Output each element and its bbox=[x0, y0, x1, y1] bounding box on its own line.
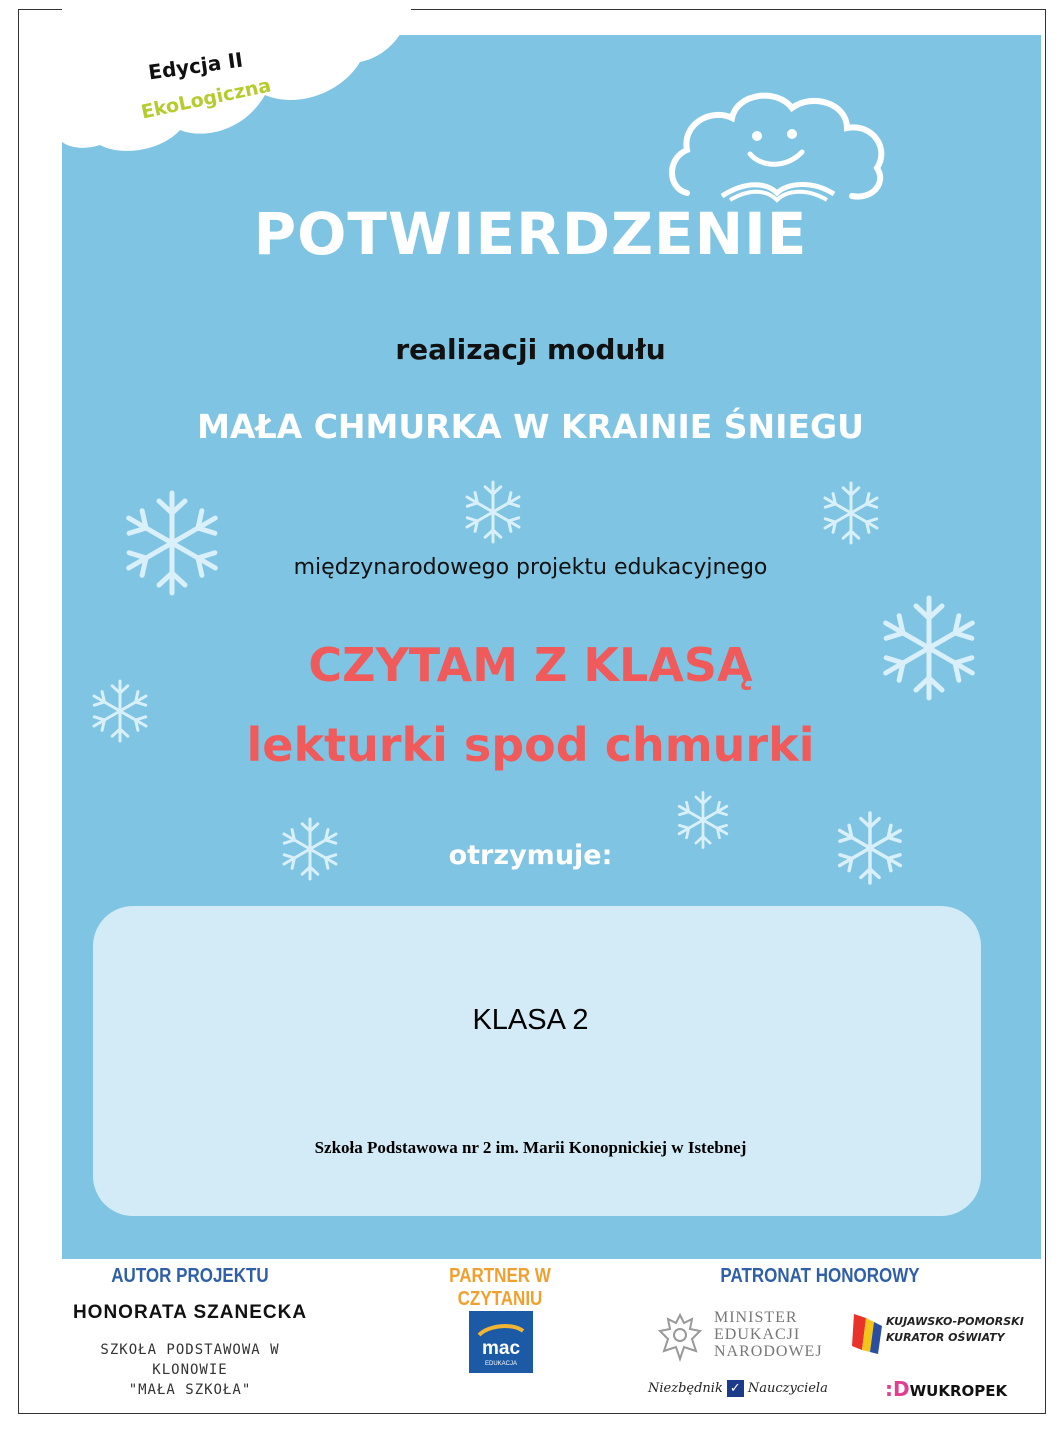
minister-line3: NARODOWEJ bbox=[714, 1343, 823, 1360]
edition-label: Edycja II bbox=[146, 47, 245, 85]
kurator-flag-icon bbox=[850, 1310, 884, 1354]
patron-heading: PATRONAT HONOROWY bbox=[720, 1265, 920, 1287]
project-name-line2: lekturki spod chmurki bbox=[246, 718, 815, 772]
module-name: MAŁA CHMURKA W KRAINIE ŚNIEGU bbox=[197, 407, 864, 446]
partner-section bbox=[390, 1265, 610, 1311]
project-intro: międzynarodowego projektu edukacyjnego bbox=[293, 555, 768, 580]
author-name: HONORATA SZANECKA bbox=[72, 1302, 308, 1323]
mac-swoosh-icon bbox=[477, 1323, 525, 1337]
author-school-line1: SZKOŁA PODSTAWOWA W KLONOWIE bbox=[100, 1342, 280, 1378]
mac-logo bbox=[469, 1311, 533, 1373]
minister-line1: MINISTER bbox=[714, 1309, 798, 1326]
certificate-title: POTWIERDZENIE bbox=[253, 200, 808, 268]
recipient-box bbox=[93, 906, 981, 1216]
kurator-line2: KURATOR OŚWIATY bbox=[886, 1331, 1005, 1344]
author-school-line2: "MAŁA SZKOŁA" bbox=[128, 1382, 252, 1398]
cloud-book-logo-icon bbox=[662, 88, 892, 208]
niezbednik-word2: Nauczyciela bbox=[747, 1381, 828, 1396]
patron-section bbox=[700, 1265, 940, 1288]
author-heading: AUTOR PROJEKTU bbox=[111, 1265, 269, 1287]
eagle-emblem-icon bbox=[656, 1311, 704, 1363]
wukropek-logo bbox=[885, 1377, 1007, 1401]
wukropek-mark-icon: :D bbox=[885, 1377, 910, 1401]
recipient-class: KLASA 2 bbox=[472, 1004, 589, 1036]
receives-label: otrzymuje: bbox=[448, 840, 613, 871]
minister-logo bbox=[656, 1309, 846, 1364]
mac-logo-subtext: EDUKACJA bbox=[484, 1361, 517, 1367]
edition-theme-label: EkoLogiczna bbox=[139, 74, 273, 124]
kurator-line1: KUJAWSKO-POMORSKI bbox=[886, 1315, 1024, 1328]
checkmark-icon: ✓ bbox=[727, 1380, 744, 1397]
recipient-school: Szkoła Podstawowa nr 2 im. Marii Konopnickiej w Istebnej bbox=[314, 1138, 747, 1157]
kurator-logo bbox=[850, 1310, 1030, 1360]
niezbednik-logo bbox=[648, 1380, 828, 1397]
mac-logo-text: mac bbox=[481, 1338, 521, 1359]
partner-heading: PARTNER W CZYTANIU bbox=[449, 1265, 551, 1310]
certificate-subtitle: realizacji modułu bbox=[395, 333, 666, 366]
niezbednik-word1: Niezbędnik bbox=[648, 1381, 723, 1396]
project-name-line1: CZYTAM Z KLASĄ bbox=[308, 638, 753, 692]
author-section bbox=[60, 1265, 320, 1400]
minister-line2: EDUKACJI bbox=[714, 1326, 801, 1343]
wukropek-text: WUKROPEK bbox=[909, 1382, 1008, 1400]
